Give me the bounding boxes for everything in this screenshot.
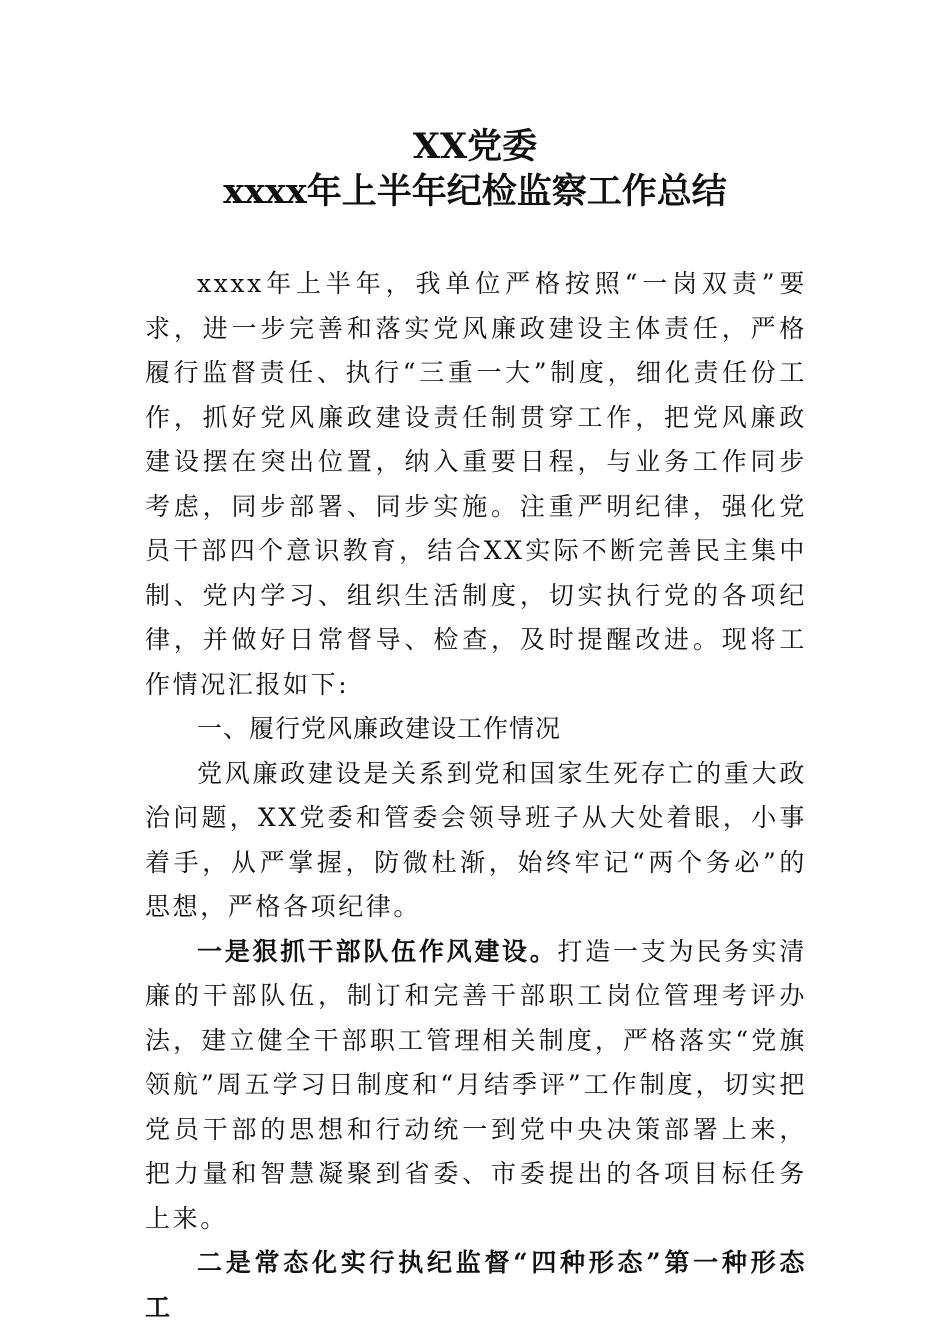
document-title-line2: xxxx年上半年纪检监察工作总结 <box>223 171 727 212</box>
section1-paragraph: 党风廉政建设是关系到党和国家生死存亡的重大政治问题，XX党委和管委会领导班子从大处着眼，小事着手，从严掌握，防微杜渐，始终牢记“两个务必”的思想，严格各项纪律。 <box>145 758 807 921</box>
point1-paragraph <box>145 930 807 1242</box>
point1-text: 打造一支为民务实清廉的干部队伍，制订和完善干部职工岗位管理考评办法，建立健全干部职工管理相关制度，严格落实“党旗领航”周五学习日制度和“月结季评”工作制度，切实把党员干部的思想和行动统一到党中央决策部署上来，把力量和智慧凝聚到省委、市委提出的各项目标任务上来。 <box>145 936 807 1233</box>
document-body <box>145 262 807 1330</box>
intro-paragraph: xxxx年上半年，我单位严格按照“一岗双责”要求，进一步完善和落实党风廉政建设主体责任，严格履行监督责任、执行“三重一大”制度，细化责任份工作，抓好党风廉政建设责任制贯穿工作，把党风廉政建设摆在突出位置，纳入重要日程，与业务工作同步考虑，同步部署、同步实施。注重严明纪律，强化党员干部四个意识教育，结合XX实际不断完善民主集中制、党内学习、组织生活制度，切实执行党的各项纪律，并做好日常督导、检查，及时提醒改进。现将工作情况汇报如下: <box>145 269 807 699</box>
point1-lead: 一是狠抓干部队伍作风建设。 <box>197 936 558 966</box>
point2-lead: 二是常态化实行执纪监督“四种形态”第一种形态工 <box>145 1248 807 1322</box>
section-heading-1: 一、履行党风廉政建设工作情况 <box>197 714 562 743</box>
document-title-line1: XX党委 <box>412 126 538 167</box>
point2-paragraph <box>145 1241 807 1330</box>
